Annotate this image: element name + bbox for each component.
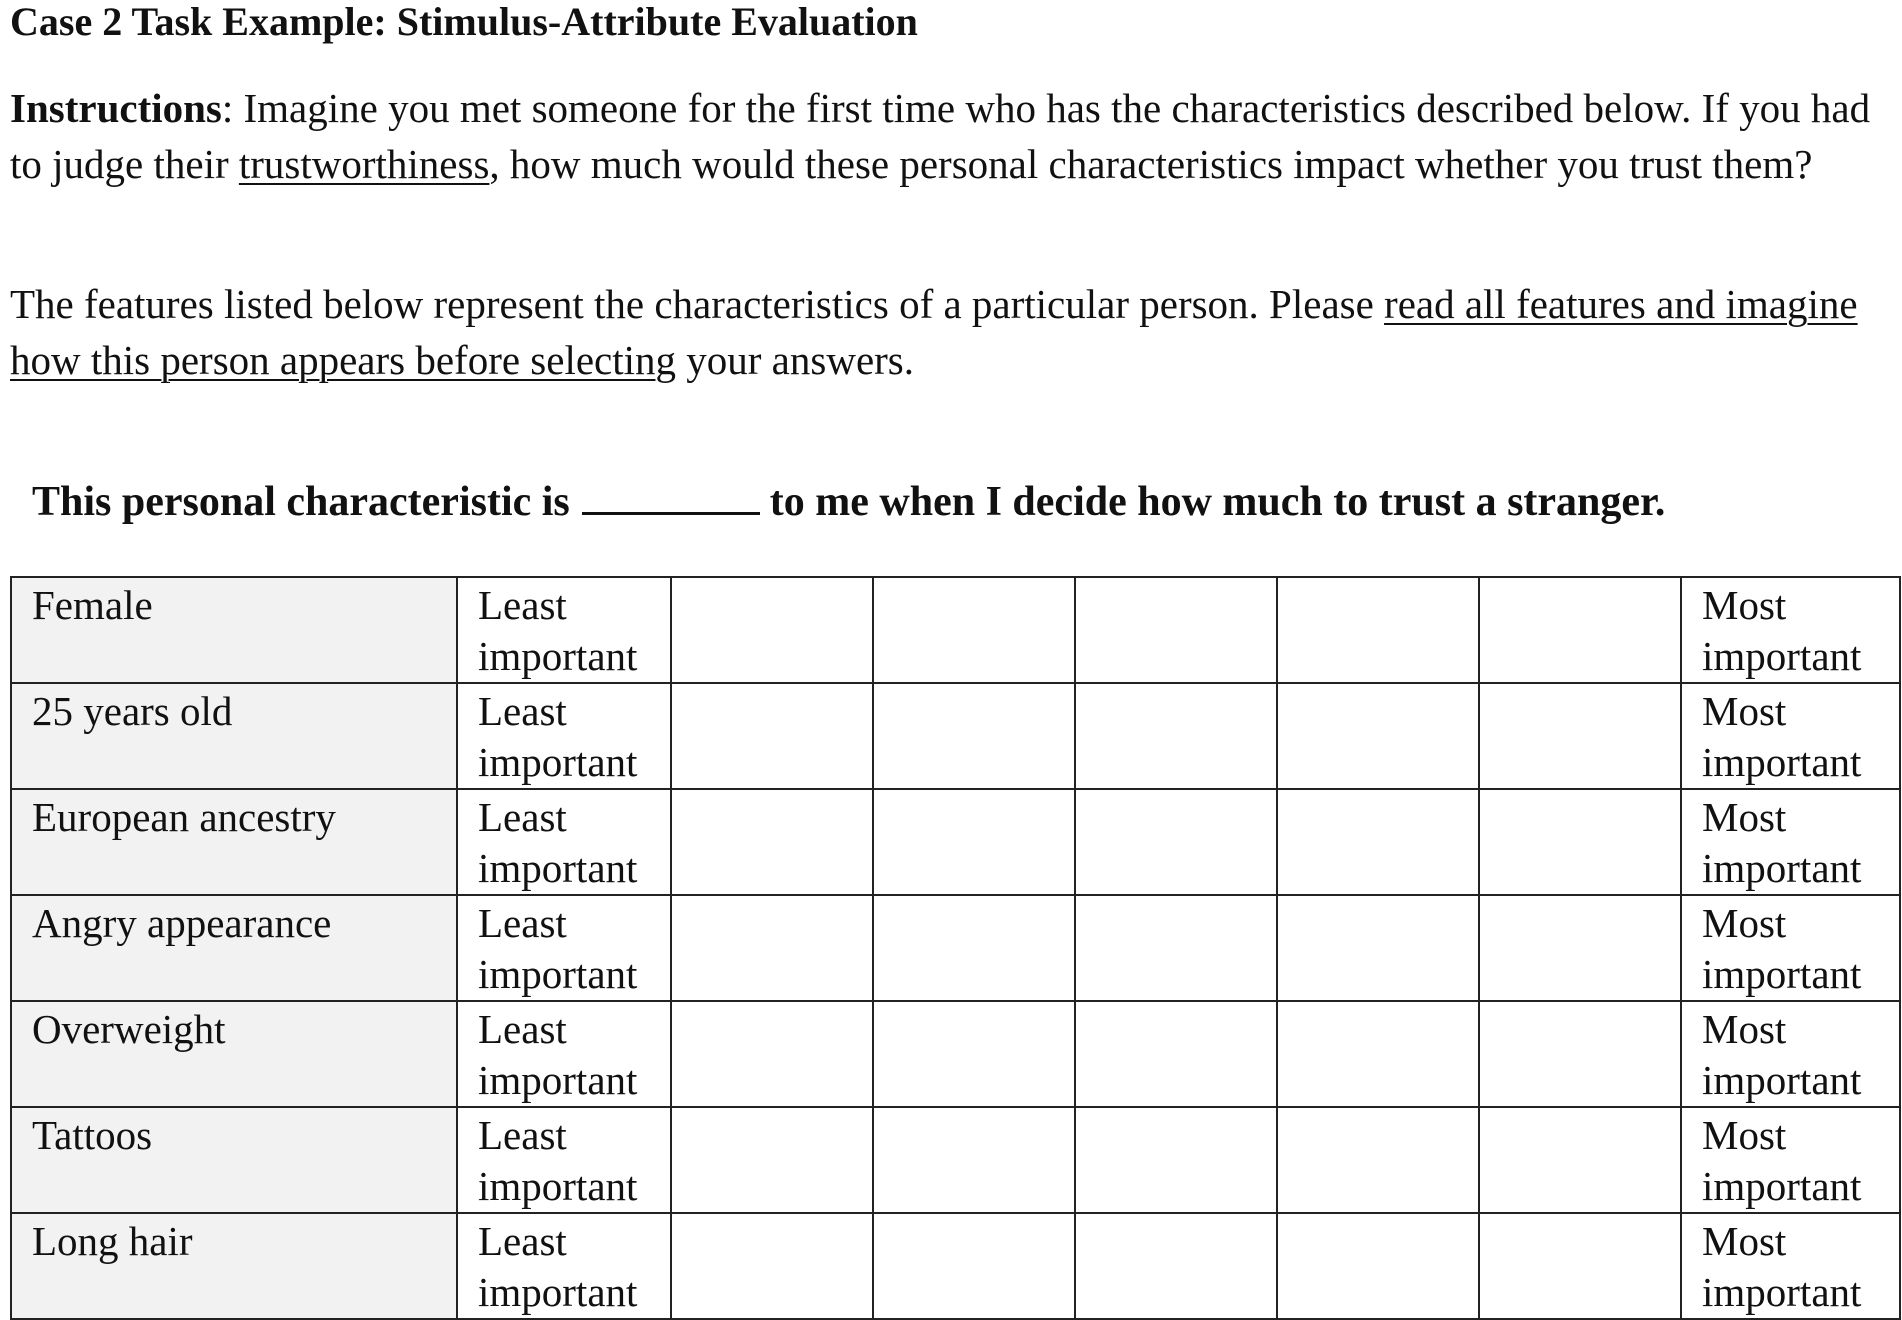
low-anchor-line1: Least (478, 1112, 567, 1158)
high-anchor-line2: important (1702, 1057, 1862, 1103)
scale-option-cell[interactable] (873, 1107, 1075, 1213)
high-anchor-line1: Most (1702, 1006, 1787, 1052)
prompt-blank (582, 472, 760, 515)
scale-option-cell[interactable] (1479, 1001, 1681, 1107)
low-anchor-line1: Least (478, 900, 567, 946)
attribute-cell: Long hair (11, 1213, 457, 1319)
instructions-text-after: , how much would these personal characteristics impact whether you trust them? (489, 141, 1813, 187)
scale-option-cell[interactable] (873, 789, 1075, 895)
scale-option-cell[interactable] (873, 1213, 1075, 1319)
attribute-cell: Angry appearance (11, 895, 457, 1001)
scale-option-cell[interactable] (1479, 789, 1681, 895)
scale-option-cell[interactable] (671, 683, 873, 789)
low-anchor-line2: important (478, 951, 638, 997)
scale-low-anchor[interactable] (457, 1107, 671, 1213)
scale-option-cell[interactable] (1277, 1213, 1479, 1319)
scale-option-cell[interactable] (1479, 683, 1681, 789)
scale-option-cell[interactable] (671, 895, 873, 1001)
low-anchor-line1: Least (478, 794, 567, 840)
scale-option-cell[interactable] (1479, 1107, 1681, 1213)
rating-prompt (32, 472, 1665, 530)
low-anchor-line2: important (478, 1163, 638, 1209)
scale-option-cell[interactable] (1277, 683, 1479, 789)
scale-option-cell[interactable] (1277, 789, 1479, 895)
scale-high-anchor[interactable] (1681, 577, 1900, 683)
high-anchor-line1: Most (1702, 582, 1787, 628)
rating-table (10, 576, 1901, 1320)
high-anchor-line1: Most (1702, 688, 1787, 734)
scale-option-cell[interactable] (1277, 1107, 1479, 1213)
instructions-underlined: trustworthiness (238, 141, 490, 187)
scale-option-cell[interactable] (671, 1001, 873, 1107)
low-anchor-line1: Least (478, 688, 567, 734)
scale-low-anchor[interactable] (457, 577, 671, 683)
scale-low-anchor[interactable] (457, 683, 671, 789)
table-row (11, 895, 1900, 1001)
scale-option-cell[interactable] (671, 1213, 873, 1319)
prompt-after: to me when I decide how much to trust a stranger. (769, 479, 1666, 525)
scale-option-cell[interactable] (1075, 683, 1277, 789)
table-row (11, 789, 1900, 895)
scale-option-cell[interactable] (1075, 1001, 1277, 1107)
low-anchor-line2: important (478, 1057, 638, 1103)
table-row (11, 1213, 1900, 1319)
scale-option-cell[interactable] (873, 683, 1075, 789)
low-anchor-line2: important (478, 1269, 638, 1315)
rating-table-body (11, 577, 1900, 1319)
low-anchor-line1: Least (478, 582, 567, 628)
scale-high-anchor[interactable] (1681, 683, 1900, 789)
scale-option-cell[interactable] (1075, 789, 1277, 895)
scale-high-anchor[interactable] (1681, 1107, 1900, 1213)
scale-option-cell[interactable] (1277, 1001, 1479, 1107)
instructions-paragraph (10, 80, 1892, 192)
high-anchor-line2: important (1702, 739, 1862, 785)
features-text-before: The features listed below represent the characteristics of a particular person. Please (10, 281, 1385, 327)
high-anchor-line2: important (1702, 951, 1862, 997)
low-anchor-line2: important (478, 845, 638, 891)
high-anchor-line2: important (1702, 1163, 1862, 1209)
scale-low-anchor[interactable] (457, 1001, 671, 1107)
instructions-text-before: : Imagine you met someone for the first time who has the characteristics described below. If you had to judge their (10, 85, 1871, 187)
scale-option-cell[interactable] (671, 1107, 873, 1213)
scale-option-cell[interactable] (1479, 577, 1681, 683)
scale-option-cell[interactable] (1479, 895, 1681, 1001)
scale-low-anchor[interactable] (457, 1213, 671, 1319)
low-anchor-line1: Least (478, 1218, 567, 1264)
scale-high-anchor[interactable] (1681, 1213, 1900, 1319)
page-title: Case 2 Task Example: Stimulus-Attribute Evaluation (10, 0, 918, 44)
high-anchor-line1: Most (1702, 1218, 1787, 1264)
scale-option-cell[interactable] (1075, 577, 1277, 683)
scale-high-anchor[interactable] (1681, 895, 1900, 1001)
high-anchor-line2: important (1702, 1269, 1862, 1315)
scale-high-anchor[interactable] (1681, 789, 1900, 895)
high-anchor-line1: Most (1702, 1112, 1787, 1158)
high-anchor-line1: Most (1702, 900, 1787, 946)
low-anchor-line2: important (478, 739, 638, 785)
high-anchor-line1: Most (1702, 794, 1787, 840)
high-anchor-line2: important (1702, 633, 1862, 679)
scale-option-cell[interactable] (671, 577, 873, 683)
attribute-cell: European ancestry (11, 789, 457, 895)
high-anchor-line2: important (1702, 845, 1862, 891)
scale-high-anchor[interactable] (1681, 1001, 1900, 1107)
scale-low-anchor[interactable] (457, 789, 671, 895)
attribute-cell: Overweight (11, 1001, 457, 1107)
scale-option-cell[interactable] (873, 895, 1075, 1001)
scale-option-cell[interactable] (873, 577, 1075, 683)
scale-low-anchor[interactable] (457, 895, 671, 1001)
features-underlined: read all features and imagine how this person appears before selecting (10, 281, 1858, 383)
scale-option-cell[interactable] (1075, 895, 1277, 1001)
features-paragraph (10, 276, 1892, 388)
table-row (11, 1107, 1900, 1213)
scale-option-cell[interactable] (671, 789, 873, 895)
attribute-cell: Tattoos (11, 1107, 457, 1213)
table-row (11, 683, 1900, 789)
low-anchor-line1: Least (478, 1006, 567, 1052)
attribute-cell: Female (11, 577, 457, 683)
attribute-cell: 25 years old (11, 683, 457, 789)
prompt-before: This personal characteristic is (32, 479, 570, 525)
features-text-after: your answers. (676, 337, 915, 383)
scale-option-cell[interactable] (1277, 577, 1479, 683)
table-row (11, 577, 1900, 683)
scale-option-cell[interactable] (1075, 1213, 1277, 1319)
scale-option-cell[interactable] (1277, 895, 1479, 1001)
scale-option-cell[interactable] (1479, 1213, 1681, 1319)
instructions-label: Instructions (10, 85, 222, 131)
low-anchor-line2: important (478, 633, 638, 679)
scale-option-cell[interactable] (1075, 1107, 1277, 1213)
table-row (11, 1001, 1900, 1107)
scale-option-cell[interactable] (873, 1001, 1075, 1107)
